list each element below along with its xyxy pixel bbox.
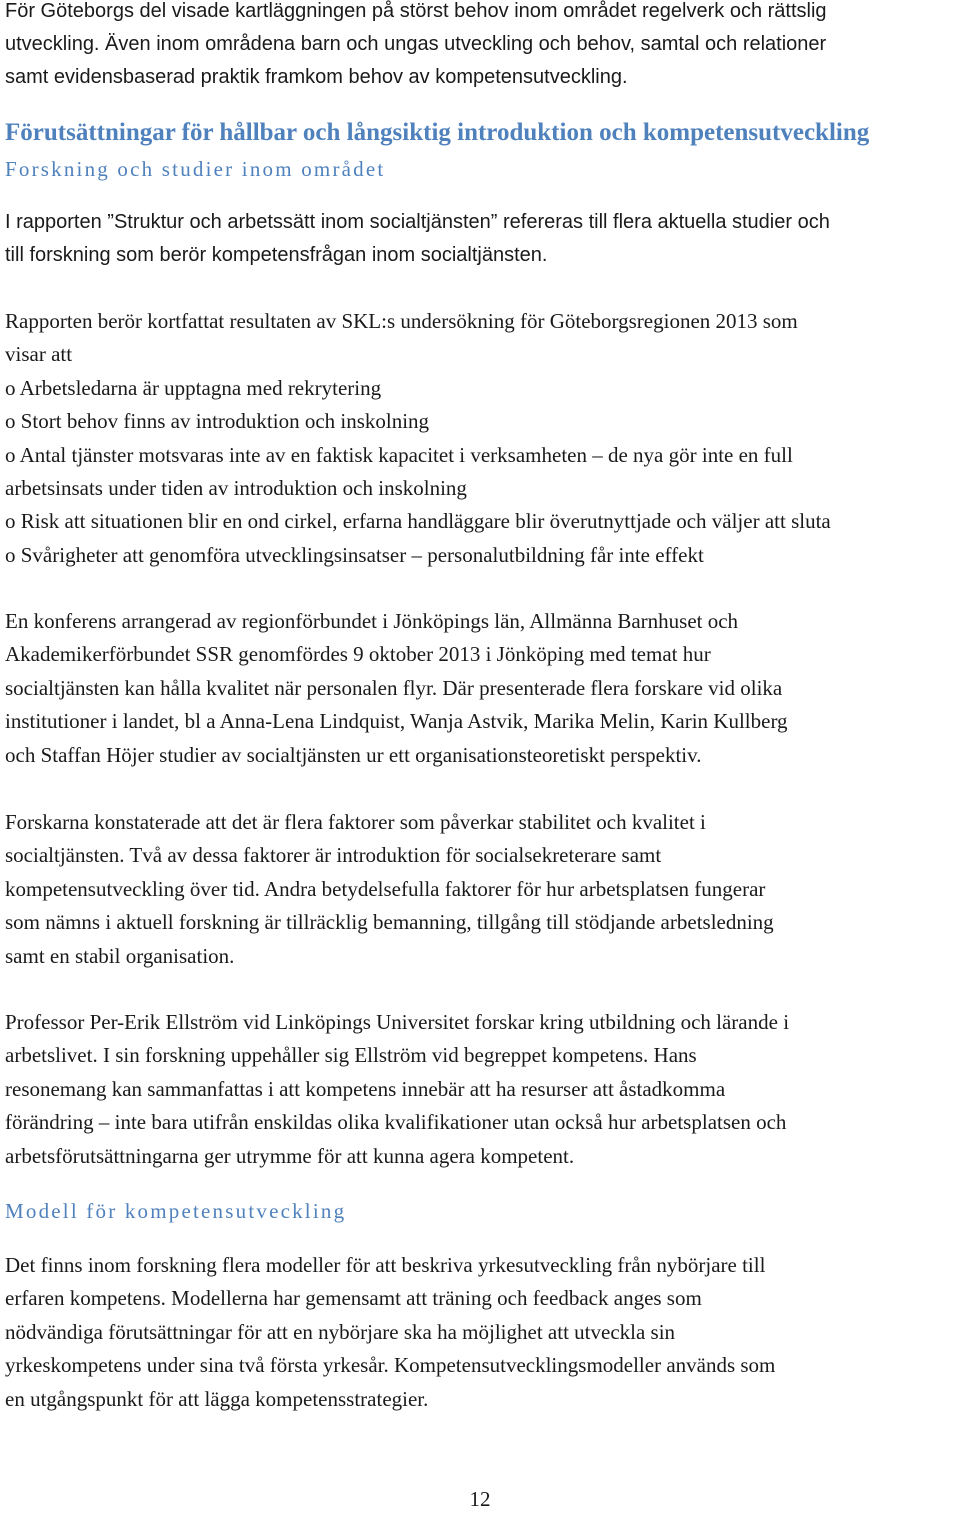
conference-paragraph bbox=[5, 605, 788, 772]
text-line: samt evidensbaserad praktik framkom behov av kompetensutveckling. bbox=[5, 66, 628, 88]
text-line: institutioner i landet, bl a Anna-Lena Lindquist, Wanja Astvik, Marika Melin, Karin Kullberg bbox=[5, 709, 788, 734]
text-line: samt en stabil organisation. bbox=[5, 943, 235, 968]
text-line: resonemang kan sammanfattas i att kompetens innebär att ha resurser att åstadkomma bbox=[5, 1076, 726, 1101]
text-line: Forskarna konstaterade att det är flera faktorer som påverkar stabilitet och kvalitet i bbox=[5, 810, 706, 834]
text-line: En konferens arrangerad av regionförbundet i Jönköpings län, Allmänna Barnhuset och bbox=[5, 609, 739, 633]
report-intro-paragraph bbox=[5, 206, 830, 272]
text-line: förändring – inte bara utifrån enskildas olika kvalifikationer utan också hur arbetsplatsen och bbox=[5, 1110, 787, 1135]
text-line: arbetslivet. I sin forskning uppehåller sig Ellström vid begreppet kompetens. Hans bbox=[5, 1043, 697, 1068]
list-item: o Arbetsledarna är upptagna med rekrytering bbox=[5, 375, 382, 400]
text-line: som nämns i aktuell forskning är tillräcklig bemanning, tillgång till stödjande arbetsledning bbox=[5, 910, 774, 935]
text-line: arbetsförutsättningarna ger utrymme för att kunna agera kompetent. bbox=[5, 1143, 575, 1168]
text-line: till forskning som berör kompetensfrågan inom socialtjänsten. bbox=[5, 244, 548, 266]
text-line: visar att bbox=[5, 342, 73, 367]
list-item: o Stort behov finns av introduktion och inskolning bbox=[5, 409, 430, 434]
text-line: socialtjänsten. Två av dessa faktorer är introduktion för socialsekreterare samt bbox=[5, 843, 662, 868]
intro-paragraph bbox=[5, 0, 827, 94]
ellstrom-paragraph bbox=[5, 1006, 789, 1173]
text-line: I rapporten ”Struktur och arbetssätt inom socialtjänsten” refereras till flera aktuella studier och bbox=[5, 211, 830, 233]
text-line: kompetensutveckling över tid. Andra betydelsefulla faktorer för hur arbetsplatsen fungerar bbox=[5, 876, 766, 901]
list-item-continuation: arbetsinsats under tiden av introduktion och inskolning bbox=[5, 476, 467, 501]
text-line: Professor Per-Erik Ellström vid Linköpings Universitet forskar kring utbildning och lärande i bbox=[5, 1010, 790, 1034]
subheading-research: Forskning och studier inom området bbox=[5, 157, 386, 181]
researchers-paragraph bbox=[5, 806, 774, 973]
page-number: 12 bbox=[469, 1487, 491, 1511]
section-heading: Förutsättningar för hållbar och långsiktig introduktion och kompetensutveckling bbox=[5, 119, 870, 146]
list-item: o Antal tjänster motsvaras inte av en faktisk kapacitet i verksamheten – de nya gör inte en full bbox=[5, 442, 793, 467]
skl-survey-paragraph bbox=[5, 305, 831, 572]
list-item: o Risk att situationen blir en ond cirkel, erfarna handläggare blir överutnyttjade och väljer att sluta bbox=[5, 509, 831, 534]
text-line: Akademikerförbundet SSR genomfördes 9 oktober 2013 i Jönköping med temat hur bbox=[5, 642, 711, 667]
text-line: Rapporten berör kortfattat resultaten av SKL:s undersökning för Göteborgsregionen 2013 som bbox=[5, 309, 798, 333]
text-line: en utgångspunkt för att lägga kompetensstrategier. bbox=[5, 1386, 429, 1411]
subheading-model: Modell för kompetensutveckling bbox=[5, 1199, 347, 1223]
text-line: nödvändiga förutsättningar för att en nybörjare ska ha möjlighet att utveckla sin bbox=[5, 1319, 676, 1344]
text-line: För Göteborgs del visade kartläggningen på störst behov inom området regelverk och rättslig bbox=[5, 0, 827, 22]
model-paragraph bbox=[5, 1249, 775, 1416]
text-line: och Staffan Höjer studier av socialtjänsten ur ett organisationsteoretiskt perspektiv. bbox=[5, 742, 702, 767]
text-line: socialtjänsten kan hålla kvalitet när personalen flyr. Där presenterade flera forskare vid olika bbox=[5, 675, 783, 700]
list-item: o Svårigheter att genomföra utvecklingsinsatser – personalutbildning får inte effekt bbox=[5, 542, 704, 567]
text-line: erfaren kompetens. Modellerna har gemensamt att träning och feedback anges som bbox=[5, 1286, 702, 1311]
text-line: Det finns inom forskning flera modeller för att beskriva yrkesutveckling från nybörjare till bbox=[5, 1253, 766, 1277]
text-line: utveckling. Även inom områdena barn och ungas utveckling och behov, samtal och relationer bbox=[5, 33, 827, 55]
text-line: yrkeskompetens under sina två första yrkesår. Kompetensutvecklingsmodeller används som bbox=[5, 1353, 776, 1378]
